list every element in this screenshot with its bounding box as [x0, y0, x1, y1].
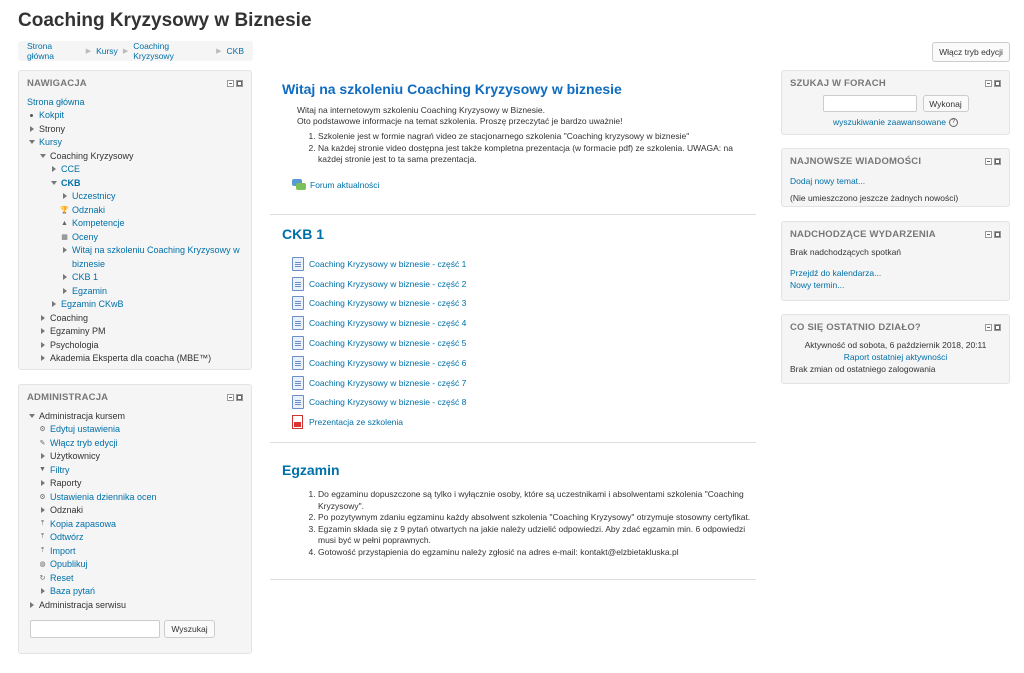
list-item — [318, 547, 752, 559]
activity-report-link[interactable]: Raport ostatniej aktywności — [843, 352, 948, 362]
list-item-line: 4. Gotowość przystąpienia do egzaminu należy zgłosić na adres e-mail: kontakt@elzbietakluska.pl — [318, 546, 679, 557]
page-icon — [292, 316, 304, 330]
dock-icon[interactable] — [994, 324, 1001, 331]
list-item-line: każdej stronie jest to ta sama prezentacja. — [318, 154, 477, 164]
list-item — [318, 131, 752, 143]
tree-item-label[interactable]: Reset — [50, 572, 74, 583]
tree-item[interactable] — [27, 436, 243, 450]
tree-item-label[interactable]: Import — [50, 545, 76, 556]
expand-arrow-icon[interactable] — [38, 506, 47, 515]
activity-link[interactable]: Coaching Kryzysowy w biznesie - część 5 — [309, 338, 467, 349]
collapse-icon[interactable] — [227, 80, 234, 87]
tree-item-label: Strony — [39, 123, 66, 134]
block-body — [782, 173, 1009, 207]
block-title: NAWIGACJA — [27, 77, 87, 89]
activity-link[interactable]: Coaching Kryzysowy w biznesie - część 8 — [309, 397, 467, 408]
block-controls — [985, 80, 1001, 87]
bullet-icon — [27, 111, 36, 120]
tree-item — [27, 477, 243, 491]
expand-arrow-icon[interactable] — [27, 600, 36, 609]
activity-link[interactable]: Coaching Kryzysowy w biznesie - część 4 — [309, 318, 467, 329]
list-item — [318, 512, 752, 524]
tree-item-label[interactable]: biznesie — [72, 258, 106, 269]
tree-item-label[interactable]: Strona główna — [27, 96, 85, 107]
breadcrumb-separator-icon: ▶ — [85, 48, 92, 55]
list-item-line: Kryzysowy". — [318, 500, 364, 511]
new-event-link[interactable]: Nowy termin... — [790, 280, 845, 290]
tree-item[interactable] — [27, 109, 243, 123]
collapse-icon[interactable] — [985, 324, 992, 331]
activity-link[interactable]: Coaching Kryzysowy w biznesie - część 3 — [309, 298, 467, 309]
calendar-link[interactable]: Przejdź do kalendarza... — [790, 268, 882, 278]
tree-item-label[interactable]: Egzamin — [72, 285, 108, 296]
breadcrumb-home[interactable]: Strona główna — [27, 41, 54, 61]
page-icon — [292, 296, 304, 310]
tree-item-label[interactable]: Filtry — [50, 464, 70, 475]
page-icon — [292, 336, 304, 350]
collapse-icon[interactable] — [985, 80, 992, 87]
tree-item[interactable] — [27, 244, 243, 258]
block-title: SZUKAJ W FORACH — [790, 77, 886, 89]
tree-item — [27, 325, 243, 339]
tree-item[interactable] — [27, 517, 243, 531]
activity-item[interactable] — [292, 373, 466, 393]
block-header — [19, 71, 251, 95]
tree-item-label[interactable]: Odznaki — [72, 204, 106, 215]
list-item-line: 2. Na każdej stronie video dostępna jest także kompletna prezentacja (w formacie pdf) ze szkolenia. UWAGA: na — [318, 142, 733, 153]
breadcrumb — [18, 41, 253, 61]
admin-search-input[interactable] — [30, 620, 160, 638]
section-title: CKB 1 — [282, 226, 325, 242]
block-title: ADMINISTRACJA — [27, 391, 109, 403]
tree-item[interactable] — [27, 531, 243, 545]
block-body — [782, 246, 1009, 291]
list-item-line: musi być w pełni poprawnych. — [318, 535, 431, 545]
tree-item[interactable] — [27, 163, 243, 177]
forum-search-button[interactable]: Wykonaj — [923, 95, 969, 112]
page-icon — [292, 395, 304, 409]
forum-activity — [292, 175, 379, 195]
list-item-line: 1. Do egzaminu dopuszczone są tylko i wyłącznie osoby, które są uczestnikami i absolwentami szkolenia "Coaching — [318, 489, 744, 499]
block-header — [782, 222, 1009, 246]
tree-item-label: Administracja serwisu — [39, 599, 127, 610]
list-item-line: 3. Egzamin składa się z 9 pytań otwartych na jakie należy udzielić odpowiedzi. Aby zdać egzamin min. 6 odpowiedzi — [318, 523, 746, 534]
page-icon — [292, 356, 304, 370]
activity-item[interactable] — [292, 294, 466, 314]
filter-icon: ▼ — [39, 466, 46, 474]
tree-item-label: Akademia Eksperta dla coacha (MBE™) — [50, 353, 212, 364]
collapse-icon[interactable] — [985, 231, 992, 238]
page-icon — [292, 257, 304, 271]
tree-item-label: Administracja kursem — [39, 410, 126, 421]
tree-item-label[interactable]: CKB 1 — [72, 272, 99, 283]
block-title: CO SIĘ OSTATNIO DZIAŁO? — [790, 321, 921, 333]
spacer — [60, 259, 69, 268]
block-body — [782, 339, 1009, 375]
edit-mode-button[interactable]: Włącz tryb edycji — [932, 42, 1010, 62]
tree-item[interactable] — [27, 463, 243, 477]
help-icon[interactable]: ? — [949, 118, 958, 127]
block-header — [782, 71, 1009, 95]
activity-item[interactable] — [292, 274, 466, 294]
tree-item[interactable] — [27, 490, 243, 504]
expand-arrow-icon[interactable] — [60, 286, 69, 295]
block-header — [782, 315, 1009, 339]
tree-item-label[interactable]: CCE — [61, 164, 81, 175]
admin-search-form — [30, 620, 215, 638]
block-controls — [985, 158, 1001, 165]
breadcrumb-separator-icon: ▶ — [216, 48, 222, 55]
collapse-arrow-icon[interactable] — [27, 411, 36, 420]
section-ckb1 — [270, 216, 756, 443]
globe-icon: ◍ — [39, 561, 46, 569]
upcoming-events-block — [781, 221, 1010, 301]
tree-item[interactable] — [27, 585, 243, 599]
tree-item-label[interactable]: Uczestnicy — [72, 191, 116, 202]
expand-arrow-icon[interactable] — [38, 340, 47, 349]
activity-item[interactable] — [292, 313, 466, 333]
intro-line: Oto podstawowe informacje na temat szkolenia. Proszę przeczytać je bardzo uważnie! — [297, 115, 623, 126]
expand-arrow-icon[interactable] — [38, 354, 47, 363]
section-title: Egzamin — [282, 462, 340, 478]
pencil-icon: ✎ — [39, 439, 46, 447]
intro-line: Witaj na internetowym szkoleniu Coaching Kryzysowy w Biznesie. — [297, 105, 546, 115]
tree-item[interactable] — [27, 190, 243, 204]
expand-arrow-icon[interactable] — [49, 300, 58, 309]
list-item — [318, 524, 752, 547]
tree-item — [27, 352, 243, 366]
tree-item[interactable] — [27, 217, 243, 231]
administration-tree — [19, 409, 251, 612]
dock-icon[interactable] — [994, 158, 1001, 165]
tree-item[interactable] — [27, 271, 243, 285]
tree-item[interactable] — [27, 136, 243, 150]
tree-item-label[interactable]: Włącz tryb edycji — [50, 437, 118, 448]
tree-item[interactable] — [27, 284, 243, 298]
navigation-tree — [19, 95, 251, 365]
advanced-search-row — [782, 117, 1009, 127]
tree-item[interactable] — [27, 257, 243, 271]
gear-icon: ⚙ — [39, 426, 46, 434]
tree-item-label[interactable]: Baza pytań — [50, 586, 96, 597]
pdf-icon — [292, 415, 303, 429]
tree-item-label: Psychologia — [50, 339, 99, 350]
recent-activity-block — [781, 314, 1010, 384]
forum-search-form — [782, 95, 1009, 112]
tree-item-label[interactable]: CKB — [61, 177, 81, 188]
block-controls — [227, 80, 243, 87]
expand-arrow-icon[interactable] — [38, 452, 47, 461]
expand-arrow-icon[interactable] — [38, 313, 47, 322]
expand-arrow-icon[interactable] — [27, 124, 36, 133]
activity-item[interactable] — [292, 333, 466, 353]
pdf-link[interactable]: Prezentacja ze szkolenia — [309, 417, 404, 428]
tree-item[interactable] — [27, 423, 243, 437]
tree-item-label[interactable]: Kompetencje — [72, 218, 125, 229]
breadcrumb-category[interactable]: Coaching Kryzysowy — [133, 41, 174, 61]
advanced-search-link[interactable]: wyszukiwanie zaawansowane — [833, 117, 946, 127]
forum-search-block — [781, 70, 1010, 135]
tree-item — [27, 122, 243, 136]
tree-item[interactable] — [27, 544, 243, 558]
tree-item[interactable] — [27, 203, 243, 217]
upload-icon: ⤒ — [40, 533, 45, 541]
tree-item[interactable] — [27, 558, 243, 572]
section-welcome — [270, 70, 756, 215]
collapse-arrow-icon[interactable] — [27, 138, 36, 147]
activity-item[interactable] — [292, 353, 466, 373]
collapse-arrow-icon[interactable] — [38, 151, 47, 160]
block-title: NAJNOWSZE WIADOMOŚCI — [790, 155, 922, 167]
tree-item-label[interactable]: Oceny — [72, 231, 99, 242]
activity-link[interactable]: Coaching Kryzysowy w biznesie - część 7 — [309, 377, 467, 388]
competency-icon: ▲ — [61, 219, 68, 227]
upload-icon: ⤒ — [40, 519, 45, 527]
upload-icon: ⤒ — [40, 546, 45, 554]
collapse-icon[interactable] — [985, 158, 992, 165]
tree-item-label: Coaching — [50, 312, 89, 323]
expand-arrow-icon[interactable] — [60, 192, 69, 201]
add-topic-link[interactable]: Dodaj nowy temat... — [790, 176, 866, 186]
tree-item — [27, 149, 243, 163]
tree-item — [27, 338, 243, 352]
trophy-icon: 🏆 — [60, 206, 69, 214]
tree-item-label: Odznaki — [50, 505, 84, 516]
tree-item-label[interactable]: Witaj na szkoleniu Coaching Kryzysowy w — [72, 245, 240, 256]
dock-icon[interactable] — [236, 80, 243, 87]
dock-icon[interactable] — [236, 394, 243, 401]
tree-item — [27, 311, 243, 325]
breadcrumb-separator-icon: ▶ — [122, 48, 129, 55]
no-news-text: (Nie umieszczono jeszcze żadnych nowości) — [790, 193, 959, 203]
section-title: Witaj na szkoleniu Coaching Kryzysowy w biznesie — [282, 81, 622, 97]
tree-item-label: Raporty — [50, 478, 82, 489]
no-changes-text: Brak zmian od ostatniego zalogowania — [790, 364, 936, 374]
tree-item-label[interactable]: Kopia zapasowa — [50, 518, 117, 529]
activity-list — [292, 254, 466, 432]
block-controls — [227, 394, 243, 401]
section-exam — [270, 444, 756, 580]
tree-item — [27, 504, 243, 518]
tree-item-label[interactable]: Kokpit — [39, 110, 65, 121]
gear-icon: ⚙ — [39, 493, 46, 501]
block-header — [19, 385, 251, 409]
admin-search-button[interactable]: Wyszukaj — [164, 620, 215, 638]
activity-link[interactable]: Coaching Kryzysowy w biznesie - część 6 — [309, 357, 467, 368]
block-controls — [985, 231, 1001, 238]
dock-icon[interactable] — [994, 231, 1001, 238]
tree-item[interactable] — [27, 95, 243, 109]
list-item — [318, 143, 752, 166]
tree-item-label: Użytkownicy — [50, 451, 101, 462]
activity-link[interactable]: Coaching Kryzysowy w biznesie - część 2 — [309, 278, 467, 289]
tree-item-label[interactable]: Kursy — [39, 137, 63, 148]
section-summary — [297, 105, 623, 126]
tree-item-label[interactable]: Ustawienia dziennika ocen — [50, 491, 157, 502]
list-item-line: 2. Po pozytywnym zdaniu egzaminu każdy absolwent szkolenia "Coaching Kryzysowy" otrzymuje stosowny certyfikat. — [318, 512, 751, 522]
expand-arrow-icon[interactable] — [38, 479, 47, 488]
collapse-icon[interactable] — [227, 394, 234, 401]
tree-item-label[interactable]: Opublikuj — [50, 559, 88, 570]
tree-item-label: Coaching Kryzysowy — [50, 150, 134, 161]
block-title: NADCHODZĄCE WYDARZENIA — [790, 228, 936, 240]
reset-icon: ↻ — [39, 574, 46, 582]
welcome-points-list — [282, 131, 752, 166]
tree-item — [27, 409, 243, 423]
tree-item — [27, 450, 243, 464]
navigation-block — [18, 70, 252, 370]
forum-search-input[interactable] — [823, 95, 917, 112]
administration-block — [18, 384, 252, 654]
block-header — [782, 149, 1009, 173]
tree-item — [27, 598, 243, 612]
activity-item[interactable] — [292, 254, 466, 274]
no-events-text: Brak nadchodzących spotkań — [790, 247, 902, 257]
tree-item[interactable] — [27, 230, 243, 244]
expand-arrow-icon[interactable] — [38, 327, 47, 336]
activity-since-text: Aktywność od sobota, 6 październik 2018, 20:11 — [804, 340, 987, 350]
page-icon — [292, 277, 304, 291]
forum-link[interactable]: Forum aktualności — [310, 179, 380, 190]
tree-item[interactable] — [27, 571, 243, 585]
list-item — [318, 489, 752, 512]
expand-arrow-icon[interactable] — [38, 587, 47, 596]
tree-item[interactable] — [27, 298, 243, 312]
page-icon — [292, 376, 304, 390]
tree-item-label[interactable]: Egzamin CKwB — [61, 299, 124, 310]
breadcrumb-course[interactable]: CKB — [226, 46, 244, 56]
expand-arrow-icon[interactable] — [49, 165, 58, 174]
block-controls — [985, 324, 1001, 331]
collapse-arrow-icon[interactable] — [49, 178, 58, 187]
latest-news-block — [781, 148, 1010, 207]
forum-icon — [292, 179, 307, 191]
expand-arrow-icon[interactable] — [60, 273, 69, 282]
tree-item[interactable] — [27, 176, 243, 190]
dock-icon[interactable] — [994, 80, 1001, 87]
tree-item-label[interactable]: Edytuj ustawienia — [50, 424, 121, 435]
pdf-activity[interactable] — [292, 412, 466, 432]
activity-item[interactable] — [292, 393, 466, 413]
page-title: Coaching Kryzysowy w Biznesie — [18, 10, 312, 31]
tree-item-label: Egzaminy PM — [50, 326, 106, 337]
tree-item-label[interactable]: Odtwórz — [50, 532, 84, 543]
list-item-line: 1. Szkolenie jest w formie nagrań video ze stacjonarnego szkolenia "Coaching kryzysowy w biznesie" — [318, 131, 690, 141]
grades-table-icon: ▦ — [61, 233, 68, 241]
expand-arrow-icon[interactable] — [60, 246, 69, 255]
breadcrumb-courses[interactable]: Kursy — [96, 46, 118, 56]
exam-points-list — [282, 489, 752, 558]
activity-link[interactable]: Coaching Kryzysowy w biznesie - część 1 — [309, 258, 467, 269]
